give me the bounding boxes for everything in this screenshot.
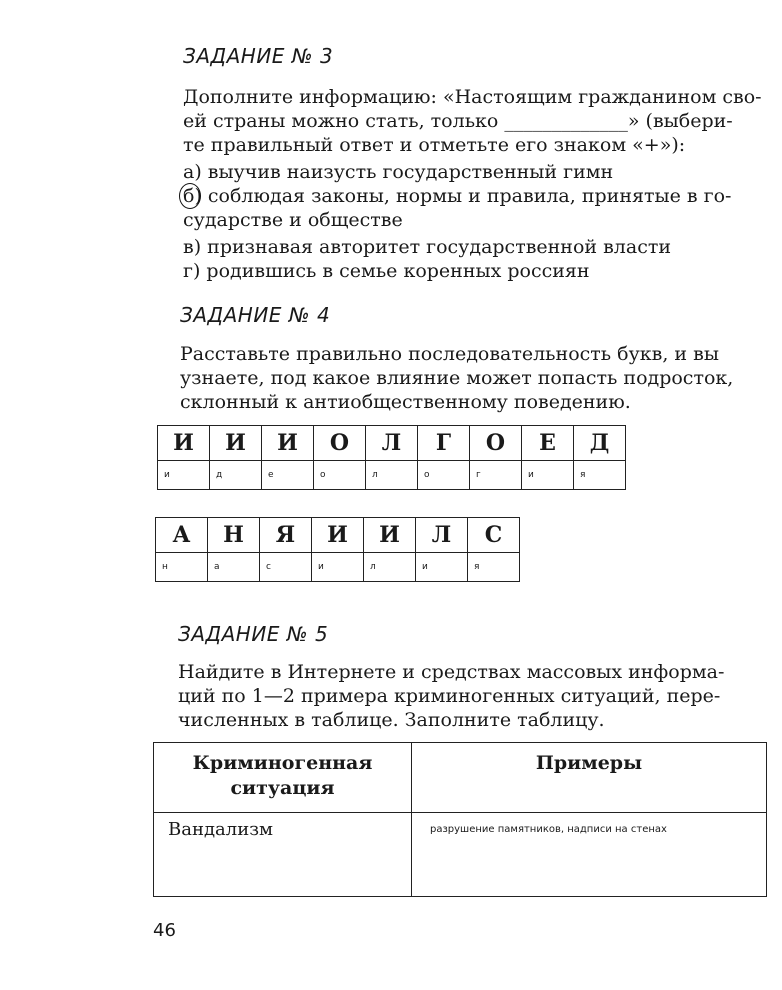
- grid1-answer-cell[interactable]: л: [366, 461, 418, 490]
- situation-cell: Вандализм: [154, 813, 412, 897]
- crime-table: [153, 742, 767, 897]
- grid1-answer-cell[interactable]: г: [470, 461, 522, 490]
- task3-option-g: г) родившись в семье коренных россиян: [183, 260, 590, 282]
- grid2-answer-cell[interactable]: и: [312, 553, 364, 582]
- task5-heading: ЗАДАНИЕ № 5: [178, 622, 329, 646]
- grid1-answer-cell[interactable]: о: [418, 461, 470, 490]
- letter-grid-2: [155, 517, 520, 582]
- task3-option-b-cont: сударстве и обществе: [183, 209, 403, 231]
- table-header-examples: [412, 743, 767, 813]
- grid2-answer-cell[interactable]: и: [416, 553, 468, 582]
- grid1-letter: И: [262, 426, 314, 461]
- task3-option-a: а) выучив наизусть государственный гимн: [183, 161, 614, 183]
- grid1-answer-cell[interactable]: д: [210, 461, 262, 490]
- grid2-letter: Н: [208, 518, 260, 553]
- grid1-letter: Д: [574, 426, 626, 461]
- grid2-letter: А: [156, 518, 208, 553]
- task4-line: склонный к антиобщественному поведению.: [180, 391, 631, 413]
- grid2-answer-cell[interactable]: н: [156, 553, 208, 582]
- grid2-answer-cell[interactable]: я: [468, 553, 520, 582]
- task3-option-b: б) соблюдая законы, нормы и правила, принятые в го-: [183, 185, 732, 207]
- task4-line: Расставьте правильно последовательность букв, и вы: [180, 343, 719, 365]
- grid1-answer-cell[interactable]: о: [314, 461, 366, 490]
- task4-line: узнаете, под какое влияние может попасть подросток,: [180, 367, 734, 389]
- header-line: Криминогенная: [192, 752, 373, 774]
- grid2-letter: И: [312, 518, 364, 553]
- grid2-answer-cell[interactable]: л: [364, 553, 416, 582]
- page-number: 46: [153, 920, 176, 941]
- task3-line: Дополните информацию: «Настоящим гражданином сво-: [183, 86, 762, 108]
- task3-line: те правильный ответ и отметьте его знаком «+»):: [183, 134, 686, 156]
- grid2-answer-cell[interactable]: а: [208, 553, 260, 582]
- letter-grid-1: [157, 425, 626, 490]
- grid1-letter: И: [158, 426, 210, 461]
- header-line: Примеры: [535, 752, 643, 774]
- grid1-letter: О: [470, 426, 522, 461]
- table-header-situation: [154, 743, 412, 813]
- table-row: [154, 813, 767, 897]
- grid1-answer-cell[interactable]: и: [158, 461, 210, 490]
- task5-line: Найдите в Интернете и средствах массовых информа-: [178, 661, 725, 683]
- example-cell[interactable]: разрушение памятников, надписи на стенах: [412, 813, 767, 897]
- task4-heading: ЗАДАНИЕ № 4: [180, 303, 331, 327]
- grid1-answer-cell[interactable]: я: [574, 461, 626, 490]
- task5-line: численных в таблице. Заполните таблицу.: [178, 709, 605, 731]
- grid1-answer-cell[interactable]: е: [262, 461, 314, 490]
- task3-option-v: в) признавая авторитет государственной власти: [183, 236, 672, 258]
- grid1-answer-cell[interactable]: и: [522, 461, 574, 490]
- grid1-letter: О: [314, 426, 366, 461]
- task3-text: [183, 85, 769, 157]
- grid1-letter: И: [210, 426, 262, 461]
- grid2-letter: С: [468, 518, 520, 553]
- task5-line: ций по 1—2 примера криминогенных ситуаций, пере-: [178, 685, 721, 707]
- task3-heading: ЗАДАНИЕ № 3: [183, 44, 334, 68]
- grid1-letter: Е: [522, 426, 574, 461]
- grid2-letter: Л: [416, 518, 468, 553]
- grid2-answer-cell[interactable]: с: [260, 553, 312, 582]
- grid1-letter: Г: [418, 426, 470, 461]
- grid2-letter: Я: [260, 518, 312, 553]
- task5-text: [178, 660, 768, 732]
- grid2-letter: И: [364, 518, 416, 553]
- task3-line: ей страны можно стать, только _____________» (выбери-: [183, 110, 733, 132]
- header-line: ситуация: [230, 777, 335, 799]
- task4-text: [180, 342, 770, 414]
- answer-circle-mark: [179, 183, 201, 209]
- grid1-letter: Л: [366, 426, 418, 461]
